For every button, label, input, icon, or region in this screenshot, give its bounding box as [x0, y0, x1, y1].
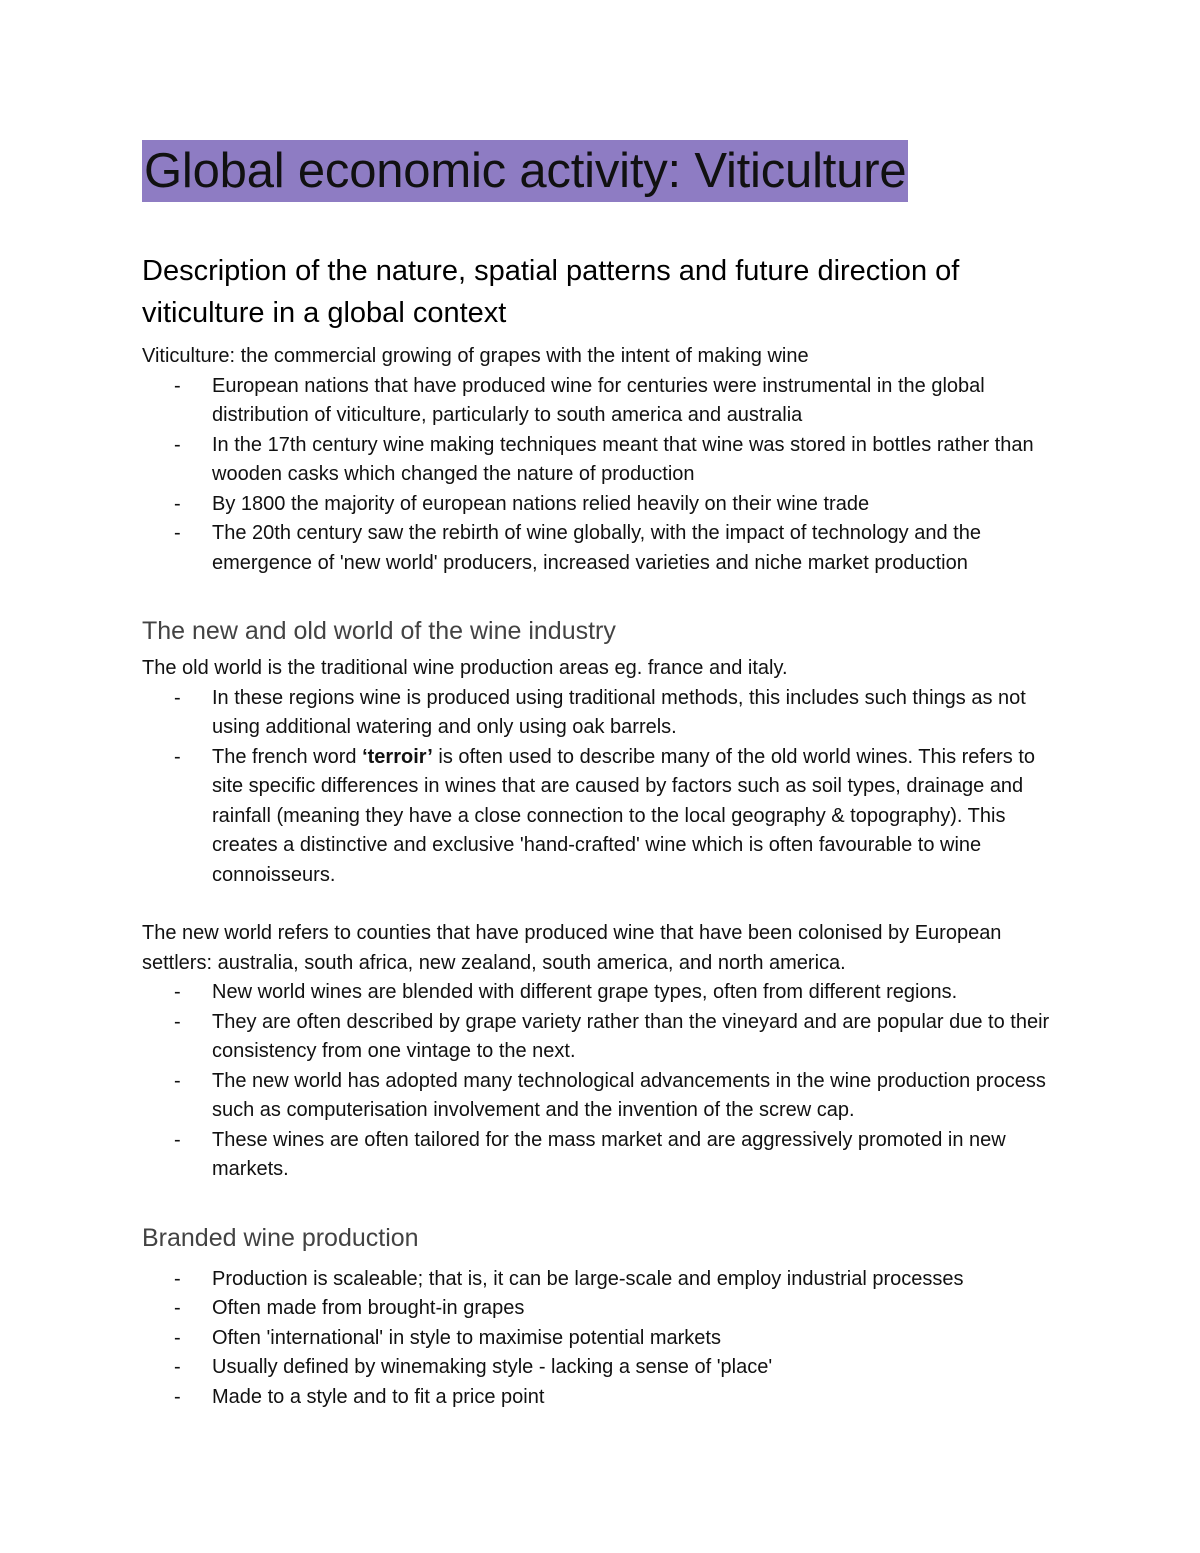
list-item-text: European nations that have produced wine for centuries were instrumental in the global distribution of viticulture, particularly to south america and australia [212, 374, 985, 426]
dash-bullet: - [174, 1326, 181, 1349]
list-item [142, 684, 1060, 743]
dash-bullet: - [174, 1267, 181, 1290]
dash-bullet: - [174, 981, 181, 1003]
dash-bullet: - [174, 1010, 181, 1033]
viticulture-definition: Viticulture: the commercial growing of grapes with the intent of making wine [142, 345, 809, 367]
list-item-text: They are often described by grape variety rather than the vineyard and are popular due to their consistency from one vintage to the next. [212, 1010, 1050, 1062]
list-item-text: New world wines are blended with different grape types, often from different regions. [212, 981, 958, 1003]
list-item-text: Often made from brought-in grapes [212, 1297, 525, 1319]
list-item-text: These wines are often tailored for the mass market and are aggressively promoted in new markets. [212, 1128, 1006, 1180]
list-item [142, 1353, 1060, 1383]
dash-bullet: - [174, 374, 181, 397]
list-item-text: In these regions wine is produced using traditional methods, this includes such things as not using additional watering and only using oak barrels. [212, 686, 1026, 738]
old-world-intro: The old world is the traditional wine production areas eg. france and italy. [142, 657, 788, 679]
dash-bullet: - [174, 1128, 181, 1151]
dash-bullet: - [174, 1356, 181, 1378]
list-item [142, 519, 1060, 578]
document-title: Global economic activity: Viticulture [142, 140, 908, 202]
list-item [142, 978, 1060, 1008]
list-item [142, 1008, 1060, 1067]
section-heading-description: Description of the nature, spatial patterns and future direction of viticulture in a global context [142, 255, 960, 329]
list-item-text: By 1800 the majority of european nations relied heavily on their wine trade [212, 492, 870, 515]
list-item-text: The 20th century saw the rebirth of wine globally, with the impact of technology and the emergence of 'new world' producers, increased varieties and niche market production [212, 522, 981, 574]
list-item [142, 372, 1060, 431]
section-heading-new-old-world: The new and old world of the wine industry [142, 617, 616, 645]
title-block [142, 140, 1060, 202]
list-item-text: Often 'international' in style to maximise potential markets [212, 1326, 721, 1349]
terroir-term: ‘terroir’ [362, 745, 433, 768]
dash-bullet: - [174, 745, 181, 768]
dash-bullet: - [174, 1385, 181, 1408]
new-world-intro: The new world refers to counties that have produced wine that have been colonised by European settlers: australia, south africa, new zealand, south america, and north america. [142, 922, 1002, 974]
list-item [142, 1067, 1060, 1126]
list-item-text: In the 17th century wine making techniques meant that wine was stored in bottles rather than wooden casks which changed the nature of production [212, 433, 1034, 485]
list-item [142, 431, 1060, 490]
spacer [142, 1185, 1060, 1221]
old-world-bullet-list [142, 684, 1060, 891]
list-item [142, 1126, 1060, 1185]
list-item [142, 1294, 1060, 1324]
dash-bullet: - [174, 1069, 181, 1092]
dash-bullet: - [174, 433, 181, 456]
section-heading-branded: Branded wine production [142, 1223, 419, 1252]
list-item-text-after: is often used to describe many of the old world wines. This refers to site specific differences in wines that are caused by factors such as soil types, drainage and rainfall (meaning they have a close connection to the local geography & topography). This creates a distinctive and exclusive 'hand-crafted' wine which is often favourable to wine connoisseurs. [212, 745, 1035, 886]
list-item-text: Usually defined by winemaking style - lacking a sense of 'place' [212, 1356, 773, 1378]
list-item [142, 1383, 1060, 1413]
list-item-text: Production is scaleable; that is, it can be large-scale and employ industrial processes [212, 1267, 964, 1290]
list-item [142, 743, 1060, 891]
list-item-text-before: The french word [212, 745, 363, 768]
dash-bullet: - [174, 522, 181, 544]
list-item-text: Made to a style and to fit a price point [212, 1385, 545, 1408]
new-world-bullet-list [142, 978, 1060, 1185]
list-item [142, 1265, 1060, 1295]
history-bullet-list [142, 372, 1060, 579]
dash-bullet: - [174, 686, 181, 709]
dash-bullet: - [174, 1297, 181, 1319]
list-item-text: The new world has adopted many technological advancements in the wine production process such as computerisation involvement and the invention of the screw cap. [212, 1069, 1046, 1121]
spacer [142, 578, 1060, 614]
branded-bullet-list [142, 1265, 1060, 1413]
list-item [142, 1324, 1060, 1354]
dash-bullet: - [174, 492, 181, 515]
list-item [142, 490, 1060, 520]
spacer [142, 890, 1060, 919]
